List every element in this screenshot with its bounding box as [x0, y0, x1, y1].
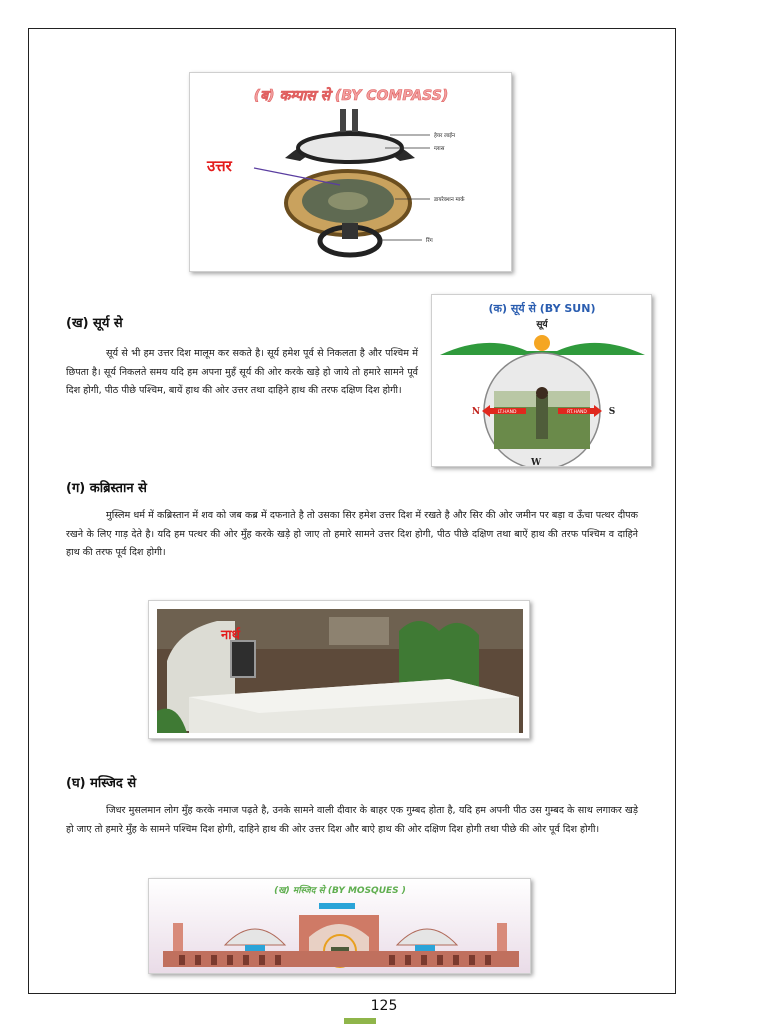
- compass-label-ring: रिंग: [426, 238, 433, 244]
- sun-figure-left-hand: LT.HAND: [497, 410, 517, 415]
- mosque-figure-title: (ख) मस्जिद से (BY MOSQUES ): [274, 886, 406, 896]
- compass-figure: [189, 72, 512, 272]
- mosque-section-paragraph: जिधर मुसलमान लोग मुँह करके नमाज पढ़ते है, उनके सामने वाली दीवार के बाहर एक गुम्बद होता है, यदि हम अपनी पीठ उस गुम्बद के साथ लगाकर खड़े हो जाए तो हमारे मुँह के सामने पश्चिम दिश होगी, दाहिने हाथ की ओर उत्तर दिश और बाऐ हाथ की ओर दक्षिण दिश होगी तथा पीछे की ओर पूर्व दिश होगी।: [66, 805, 638, 835]
- compass-label-hairline: हेयर लाईन: [434, 133, 456, 139]
- graveyard-section-paragraph: मुस्लिम धर्म में कब्रिस्तान में शव को जब कब्र में दफनाते है तो उसका सिर हमेश उत्तर दिश में रखते है और सिर की ओर जमीन पर बड़ा व ऊँचा पत्थर दीपक रखने के लिए गाड़ देते है। यदि हम पत्थर की ओर मुँह करके खड़े हो जाए तो हमारे सामने उत्तर दिश होगी, पीठ पीछे दक्षिण तथा बाऐं हाथ की तरफ पश्चिम व दाहिने हाथ की तरफ पूर्व दिश होगी।: [66, 510, 638, 558]
- mosque-section-heading: (घ) मस्जिद से: [66, 776, 137, 791]
- sun-figure-n: N: [471, 407, 481, 417]
- page-number: 125: [370, 998, 398, 1014]
- sun-figure-sun-label: सूर्य: [536, 320, 548, 330]
- sun-figure-right-hand: RT.HAND: [567, 410, 587, 415]
- sun-figure-title: (क) सूर्य से (BY SUN): [488, 302, 596, 315]
- mosque-figure: [148, 878, 531, 974]
- graveyard-section-heading: (ग) कब्रिस्तान से: [66, 481, 147, 496]
- compass-label-direction-mark: डायरेक्शन मार्क: [434, 197, 465, 203]
- sun-icon: [534, 335, 550, 351]
- graveyard-north-label: नार्थ: [221, 628, 240, 643]
- sun-figure-s: S: [608, 407, 616, 417]
- compass-label-glass: ग्लास: [434, 146, 445, 152]
- sun-section-heading: (ख) सूर्य से: [66, 316, 123, 331]
- sun-section-paragraph: सूर्य से भी हम उत्तर दिश मालूम कर सकते है। सूर्य हमेश पूर्व से निकलता है और पश्चिम में छिपता है। सूर्य निकलते समय यदि हम अपना मुहँ सूर्य की ओर करके खड़े हो जाये तो हमारे सामने पूर्व दिश होगी, पीठ पीछे पश्चिम, बायें हाथ की ओर उत्तर तथा दाहिने हाथ की तरफ दक्षिण दिश होगी।: [66, 348, 418, 396]
- compass-figure-title: (ब) कम्पास से (BY COMPASS): [253, 88, 449, 104]
- page-number-bar: [344, 1018, 376, 1024]
- sun-figure: [431, 294, 652, 467]
- compass-north-label: उत्तर: [207, 157, 232, 175]
- graveyard-figure: [148, 600, 530, 739]
- sun-figure-w: W: [530, 458, 542, 467]
